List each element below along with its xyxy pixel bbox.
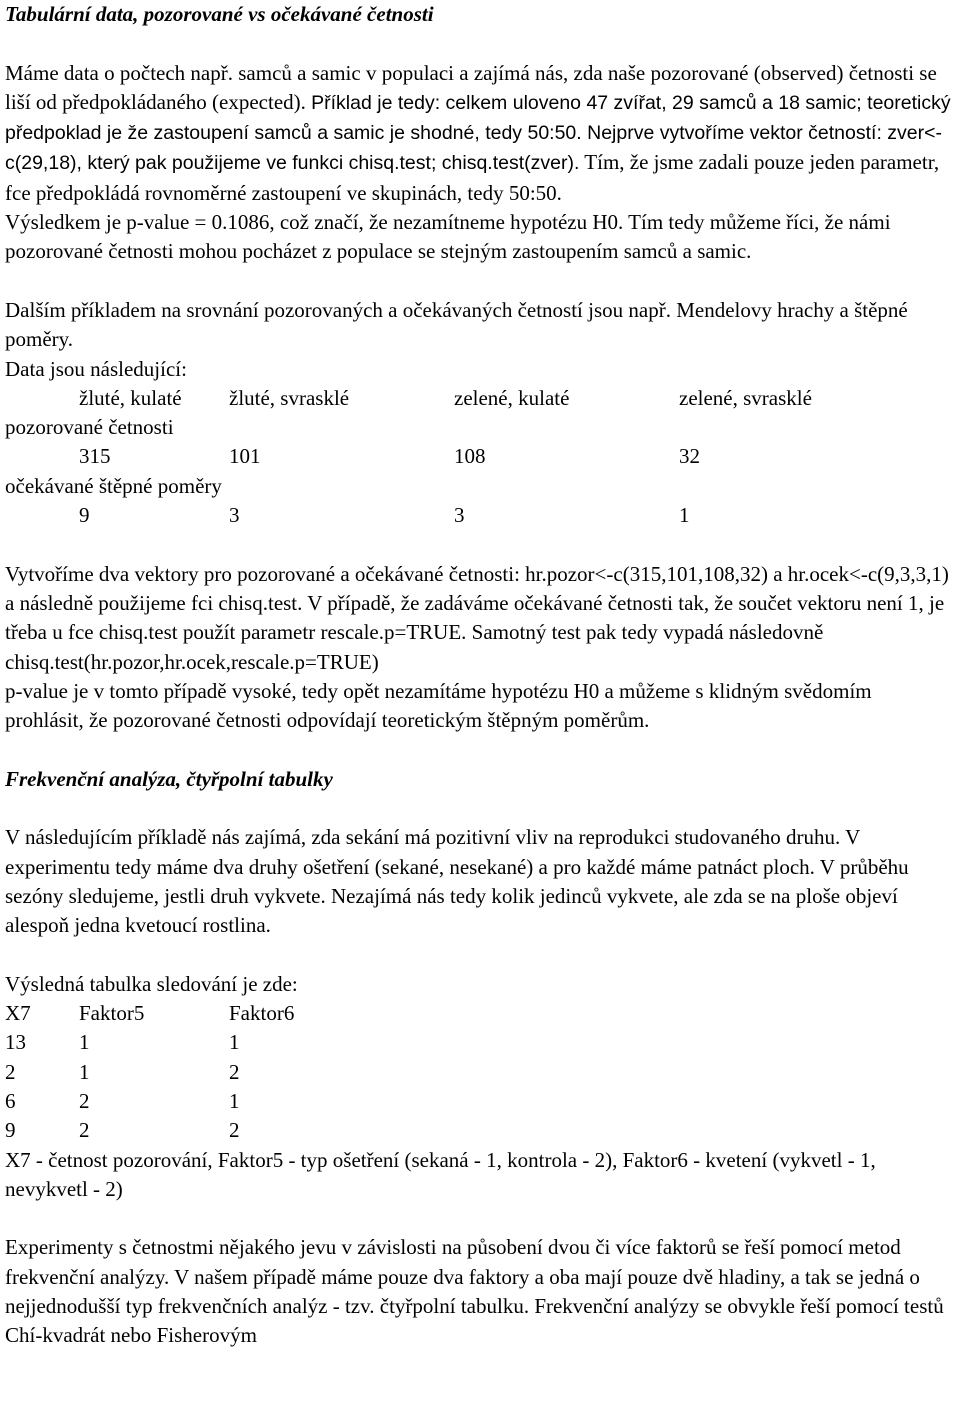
factor-header-cell: Faktor5 (79, 1001, 145, 1026)
factor-cell: 1 (229, 1088, 240, 1113)
observed-cell: 315 (79, 444, 111, 469)
factor-cell: 2 (229, 1118, 240, 1143)
observed-label: pozorované četnosti (5, 415, 174, 440)
frequency-intro-paragraph: V následujícím příkladě nás zajímá, zda sekání má pozitivní vliv na reprodukci studovaného druhu. V experimentu tedy máme dva druhy ošetření (sekané, nesekané) a pro každé máme patnáct ploch. V průběhu sezóny sledujeme, jestli druh vykvete. Nezajímá nás tedy kolik jedinců vykvete, ale zda se na ploše objeví alespoň jedna kvetoucí rostlina. (5, 825, 909, 938)
factor-cell: 2 (79, 1088, 90, 1113)
factor-table-header-row (5, 999, 955, 1028)
observed-cell: 108 (454, 444, 486, 469)
vectors-paragraph: Vytvoříme dva vektory pro pozorované a očekávané četnosti: hr.pozor<-c(315,101,108,32) a hr.ocek<-c(9,3,3,1) a následně použijeme fci chisq.test. V případě, že zadáváme očekávané četnosti tak, že součet vektoru není 1, je třeba u fce chisq.test použít parametr rescale.p=TRUE. Samotný test pak tedy vypadá následovně (5, 561, 949, 645)
spacer (5, 530, 955, 559)
expected-label: očekávané štěpné poměry (5, 473, 222, 498)
table-legend: X7 - četnost pozorování, Faktor5 - typ ošetření (sekaná - 1, kontrola - 2), Faktor6 - kvetení (vykvetl - 1, nevykvetl - 2) (5, 1147, 876, 1201)
section-heading-tabular: Tabulární data, pozorované vs očekávané četnosti (5, 2, 434, 26)
spacer (5, 794, 955, 823)
section-heading-frequency: Frekvenční analýza, čtyřpolní tabulky (5, 766, 333, 791)
result-paragraph: Výsledkem je p-value = 0.1086, což značí, že nezamítneme hypotézu H0. Tím tedy můžeme říci, že námi pozorované četnosti mohou pocházet z populace se stejným zastoupením samců a samic. (5, 210, 891, 264)
spacer (5, 267, 955, 296)
expected-cell: 3 (229, 503, 240, 528)
mendel-header-cell: zelené, svrasklé (679, 385, 812, 410)
intro-paragraph (5, 59, 955, 208)
expected-cell: 3 (454, 503, 465, 528)
mendel-header-cell: zelené, kulaté (454, 385, 570, 410)
factor-table-row (5, 1087, 955, 1116)
factor-cell: 13 (5, 1030, 26, 1055)
mendel-table-header-row (5, 384, 955, 413)
observed-cell: 101 (229, 444, 261, 469)
document-page (5, 0, 955, 1351)
factor-table-row (5, 1116, 955, 1145)
factor-table-row (5, 1028, 955, 1057)
mendel-table-observed-row (5, 442, 955, 471)
factor-table-row (5, 1058, 955, 1087)
expected-cell: 1 (679, 503, 690, 528)
closing-paragraph: Experimenty s četnostmi nějakého jevu v závislosti na působení dvou či více faktorů se řeší pomocí metod frekvenční analýzy. V našem případě máme pouze dva faktory a oba mají pouze dvě hladiny, a tak se jedná o nejjednodušší typ frekvenčních analýz - tzv. čtyřpolní tabulku. Frekvenční analýzy se obvykle řeší pomocí testů Chí-kvadrát nebo Fisherovým (5, 1235, 944, 1348)
factor-cell: 6 (5, 1088, 16, 1113)
table-intro: Výsledná tabulka sledování je zde: (5, 971, 298, 996)
factor-header-cell: X7 (5, 1001, 31, 1026)
factor-cell: 1 (79, 1059, 90, 1084)
factor-cell: 1 (229, 1030, 240, 1055)
mendel-header-cell: žluté, svrasklé (229, 385, 350, 410)
expected-cell: 9 (79, 503, 90, 528)
spacer (5, 941, 955, 970)
factor-cell: 2 (229, 1059, 240, 1084)
conclusion-paragraph: p-value je v tomto případě vysoké, tedy opět nezamítáme hypotézu H0 a můžeme s klidným svědomím prohlásit, že pozorované četnosti odpovídají teoretickým štěpným poměrům. (5, 678, 872, 733)
factor-cell: 9 (5, 1118, 16, 1143)
intro-text-1: Máme data o počtech např. samců a samic v populaci a zajímá nás, zda naše pozorované (observed) četnosti se liší od předpokládaného (expected). (5, 60, 937, 114)
observed-cell: 32 (679, 444, 700, 469)
mendel-header-cell: žluté, kulaté (79, 385, 182, 410)
factor-cell: 1 (79, 1030, 90, 1055)
data-label: Data jsou následující: (5, 356, 187, 381)
spacer (5, 29, 955, 58)
spacer (5, 735, 955, 764)
factor-cell: 2 (79, 1118, 90, 1143)
factor-header-cell: Faktor6 (229, 1001, 295, 1026)
intro-text-2: Příklad je tedy: celkem uloveno 47 zvířat, 29 samců a 18 samic; teoretický předpoklad je že zastoupení samců a samic je shodné, tedy 50:50. Nejprve vytvoříme vektor četností: zver<-c(29,18), který pak použijeme ve funkci chisq.test; chisq.test(zver). (5, 91, 951, 175)
mendel-table-expected-row (5, 501, 955, 530)
spacer (5, 1204, 955, 1233)
intro-text-3: Tím, že jsme zadali pouze jeden parametr, fce předpokládá rovnoměrné zastoupení ve skupinách, tedy 50:50. (5, 150, 940, 205)
factor-cell: 2 (5, 1059, 16, 1084)
mendel-intro-paragraph: Dalším příkladem na srovnání pozorovaných a očekávaných četností jsou např. Mendelovy hrachy a štěpné poměry. (5, 297, 908, 352)
test-call-code: chisq.test(hr.pozor,hr.ocek,rescale.p=TRUE) (5, 649, 379, 674)
